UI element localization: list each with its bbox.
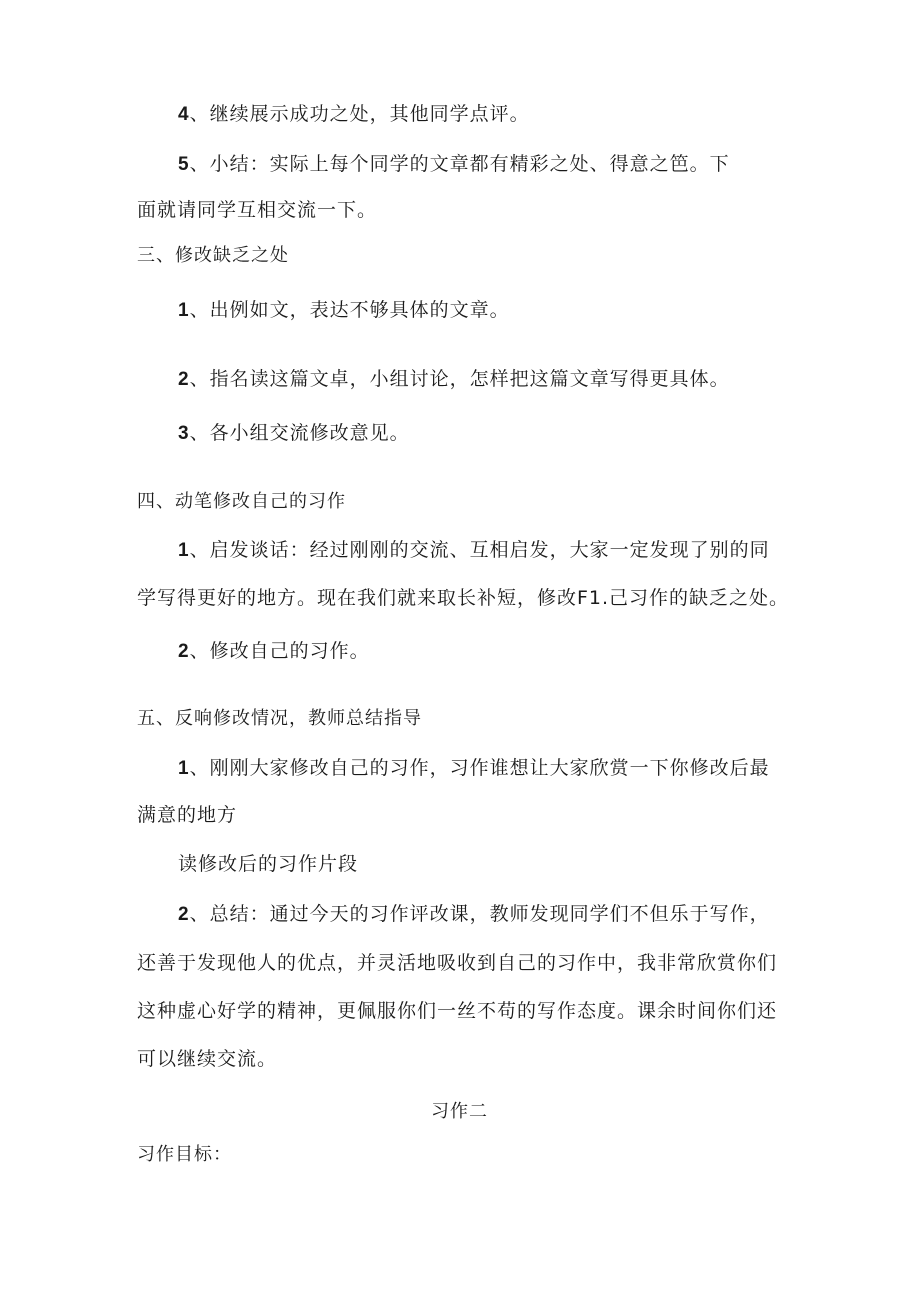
item-number: 2 (178, 904, 190, 925)
item-number: 4 (178, 104, 190, 125)
plain-line (178, 852, 358, 876)
item-number: 1 (178, 540, 190, 561)
list-item (178, 902, 770, 927)
subsection-label (137, 1143, 232, 1167)
line-text: 可以继续交流。 (137, 1048, 278, 1070)
section-heading (137, 244, 289, 268)
list-item (178, 367, 730, 392)
item-text: 、总结：通过今天的习作评改课，教师发现同学们不但乐于写作， (189, 903, 770, 925)
list-item (178, 298, 510, 323)
list-item (178, 639, 370, 664)
item-text: 、指名读这篇文卓，小组讨论，怎样把这篇文章写得更具体。 (189, 368, 730, 390)
item-number: 5 (178, 154, 190, 175)
label-text: 习作目标： (137, 1144, 232, 1165)
heading-text: 三、修改缺乏之处 (137, 245, 289, 266)
heading-text: 四、动笔修改自己的习作 (137, 491, 346, 512)
item-text: 、刚刚大家修改自己的习作，习作谁想让大家欣赏一下你修改后最 (189, 757, 770, 779)
item-number: 3 (178, 423, 190, 444)
line-text: 满意的地方 (137, 804, 238, 826)
list-item (178, 421, 410, 446)
continuation-line (137, 999, 777, 1023)
item-text: 、启发谈话：经过刚刚的交流、互相启发，大家一定发现了别的同 (189, 539, 770, 561)
continuation-line (137, 586, 789, 610)
continuation-line (137, 198, 377, 222)
item-text: 、继续展示成功之处，其他同学点评。 (189, 103, 530, 125)
continuation-line (137, 951, 777, 975)
list-item (178, 756, 770, 781)
section-heading (137, 707, 422, 731)
item-number: 1 (178, 300, 190, 321)
item-number: 1 (178, 758, 190, 779)
line-text: 面就请同学互相交流一下。 (137, 199, 378, 221)
item-text: 、修改自己的习作。 (189, 640, 370, 662)
item-text: 、出例如文，表达不够具体的文章。 (189, 299, 510, 321)
item-number: 2 (178, 641, 190, 662)
item-number: 2 (178, 369, 190, 390)
line-text: 学写得更好的地方。现在我们就来取长补短，修改F1.己习作的缺乏之处。 (137, 587, 790, 609)
line-text: 读修改后的习作片段 (178, 853, 359, 875)
list-item (178, 102, 530, 127)
heading-text: 五、反响修改情况，教师总结指导 (137, 708, 422, 729)
list-item (178, 538, 770, 563)
section-title (431, 1100, 488, 1124)
title-text: 习作二 (431, 1101, 488, 1122)
line-text: 这种虚心好学的精神，更佩服你们一丝不苟的写作态度。课余时间你们还 (137, 1000, 778, 1022)
section-heading (137, 490, 346, 514)
continuation-line (137, 1047, 277, 1071)
item-text: 、小结：实际上每个同学的文章都有精彩之处、得意之笆。下 (189, 153, 730, 175)
list-item (178, 152, 730, 177)
line-text: 还善于发现他人的优点，并灵活地吸收到自己的习作中，我非常欣赏你们 (137, 952, 778, 974)
continuation-line (137, 803, 237, 827)
item-text: 、各小组交流修改意见。 (189, 422, 410, 444)
